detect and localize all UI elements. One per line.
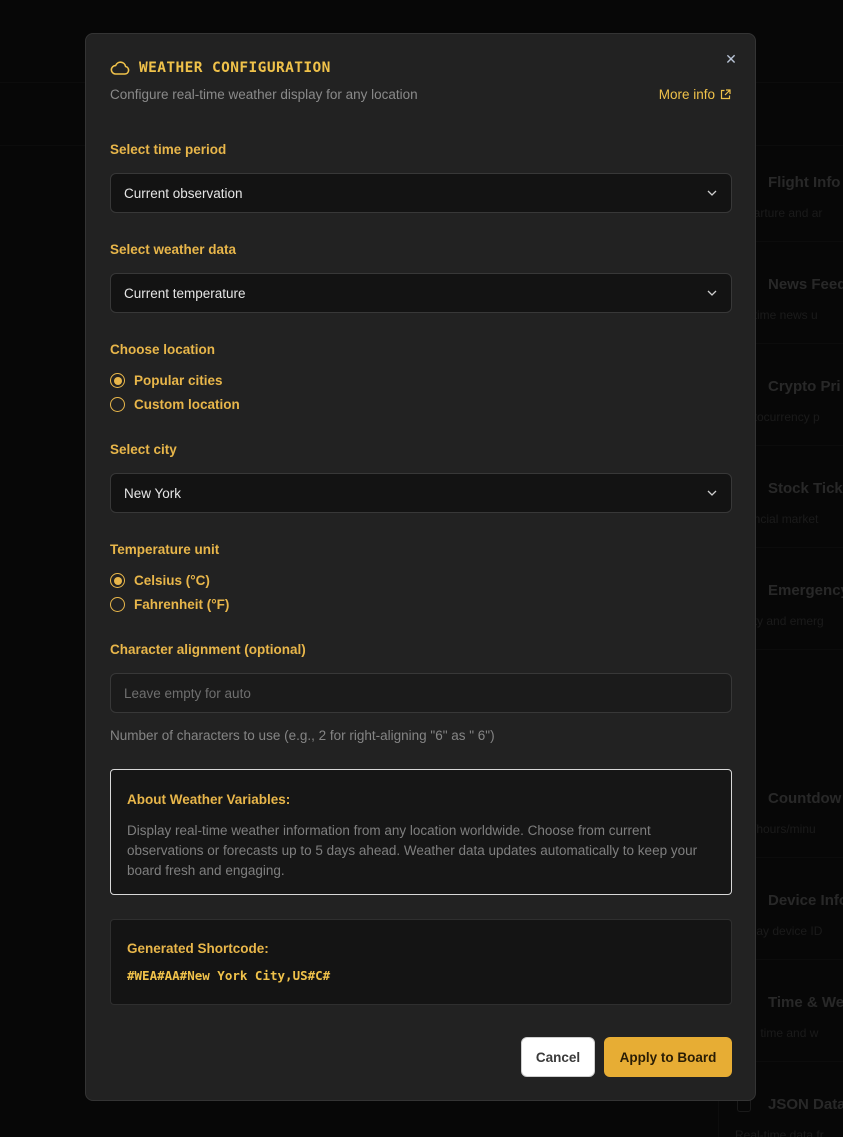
close-icon: ✕ xyxy=(725,50,737,67)
radio-label: Popular cities xyxy=(134,373,223,388)
radio-custom-location[interactable] xyxy=(110,397,240,412)
weather-data-value: Current temperature xyxy=(124,285,246,301)
shortcode-box xyxy=(110,919,732,1005)
radio-label: Celsius (°C) xyxy=(134,573,210,588)
chevron-down-icon xyxy=(707,190,717,196)
radio-checked[interactable] xyxy=(110,373,125,388)
city-label: Select city xyxy=(110,442,177,457)
more-info-label: More info xyxy=(658,87,715,102)
radio-label: Fahrenheit (°F) xyxy=(134,597,230,612)
modal-header xyxy=(110,60,331,76)
chevron-down-icon xyxy=(707,290,717,296)
cloud-icon xyxy=(110,61,130,75)
apply-to-board-button[interactable]: Apply to Board xyxy=(604,1037,732,1077)
shortcode-value[interactable]: #WEA#AA#New York City,US#C# xyxy=(127,968,331,983)
external-link-icon xyxy=(720,89,731,100)
cancel-button[interactable]: Cancel xyxy=(521,1037,595,1077)
shortcode-heading: Generated Shortcode: xyxy=(127,941,269,956)
city-value: New York xyxy=(124,485,182,501)
about-weather-box xyxy=(110,769,732,895)
temperature-unit-label: Temperature unit xyxy=(110,542,220,557)
radio-unchecked[interactable] xyxy=(110,597,125,612)
time-period-value: Current observation xyxy=(124,185,243,201)
modal-subtitle: Configure real-time weather display for any location xyxy=(110,87,418,102)
close-button[interactable] xyxy=(720,48,742,70)
city-select[interactable] xyxy=(110,473,732,513)
radio-fahrenheit[interactable] xyxy=(110,597,229,612)
time-period-select[interactable] xyxy=(110,173,732,213)
radio-celsius[interactable] xyxy=(110,573,210,588)
radio-unchecked[interactable] xyxy=(110,397,125,412)
weather-data-label: Select weather data xyxy=(110,242,237,257)
chevron-down-icon xyxy=(707,490,717,496)
about-text: Display real-time weather information from any location worldwide. Choose from current observations or forecasts up to 5 days ahead. Weather data updates automatically to keep your board fresh and engaging. xyxy=(127,823,698,878)
more-info-link[interactable] xyxy=(659,87,731,102)
alignment-label: Character alignment (optional) xyxy=(110,642,306,657)
alignment-input[interactable] xyxy=(110,673,732,713)
weather-configuration-modal xyxy=(85,33,756,1101)
radio-popular-cities[interactable] xyxy=(110,373,223,388)
location-label: Choose location xyxy=(110,342,216,357)
radio-checked[interactable] xyxy=(110,573,125,588)
radio-label: Custom location xyxy=(134,397,240,412)
modal-title: WEATHER CONFIGURATION xyxy=(139,60,331,76)
weather-data-select[interactable] xyxy=(110,273,732,313)
alignment-help-text: Number of characters to use (e.g., 2 for right-aligning "6" as " 6") xyxy=(110,728,495,743)
about-heading: About Weather Variables: xyxy=(127,792,291,807)
time-period-label: Select time period xyxy=(110,142,227,157)
